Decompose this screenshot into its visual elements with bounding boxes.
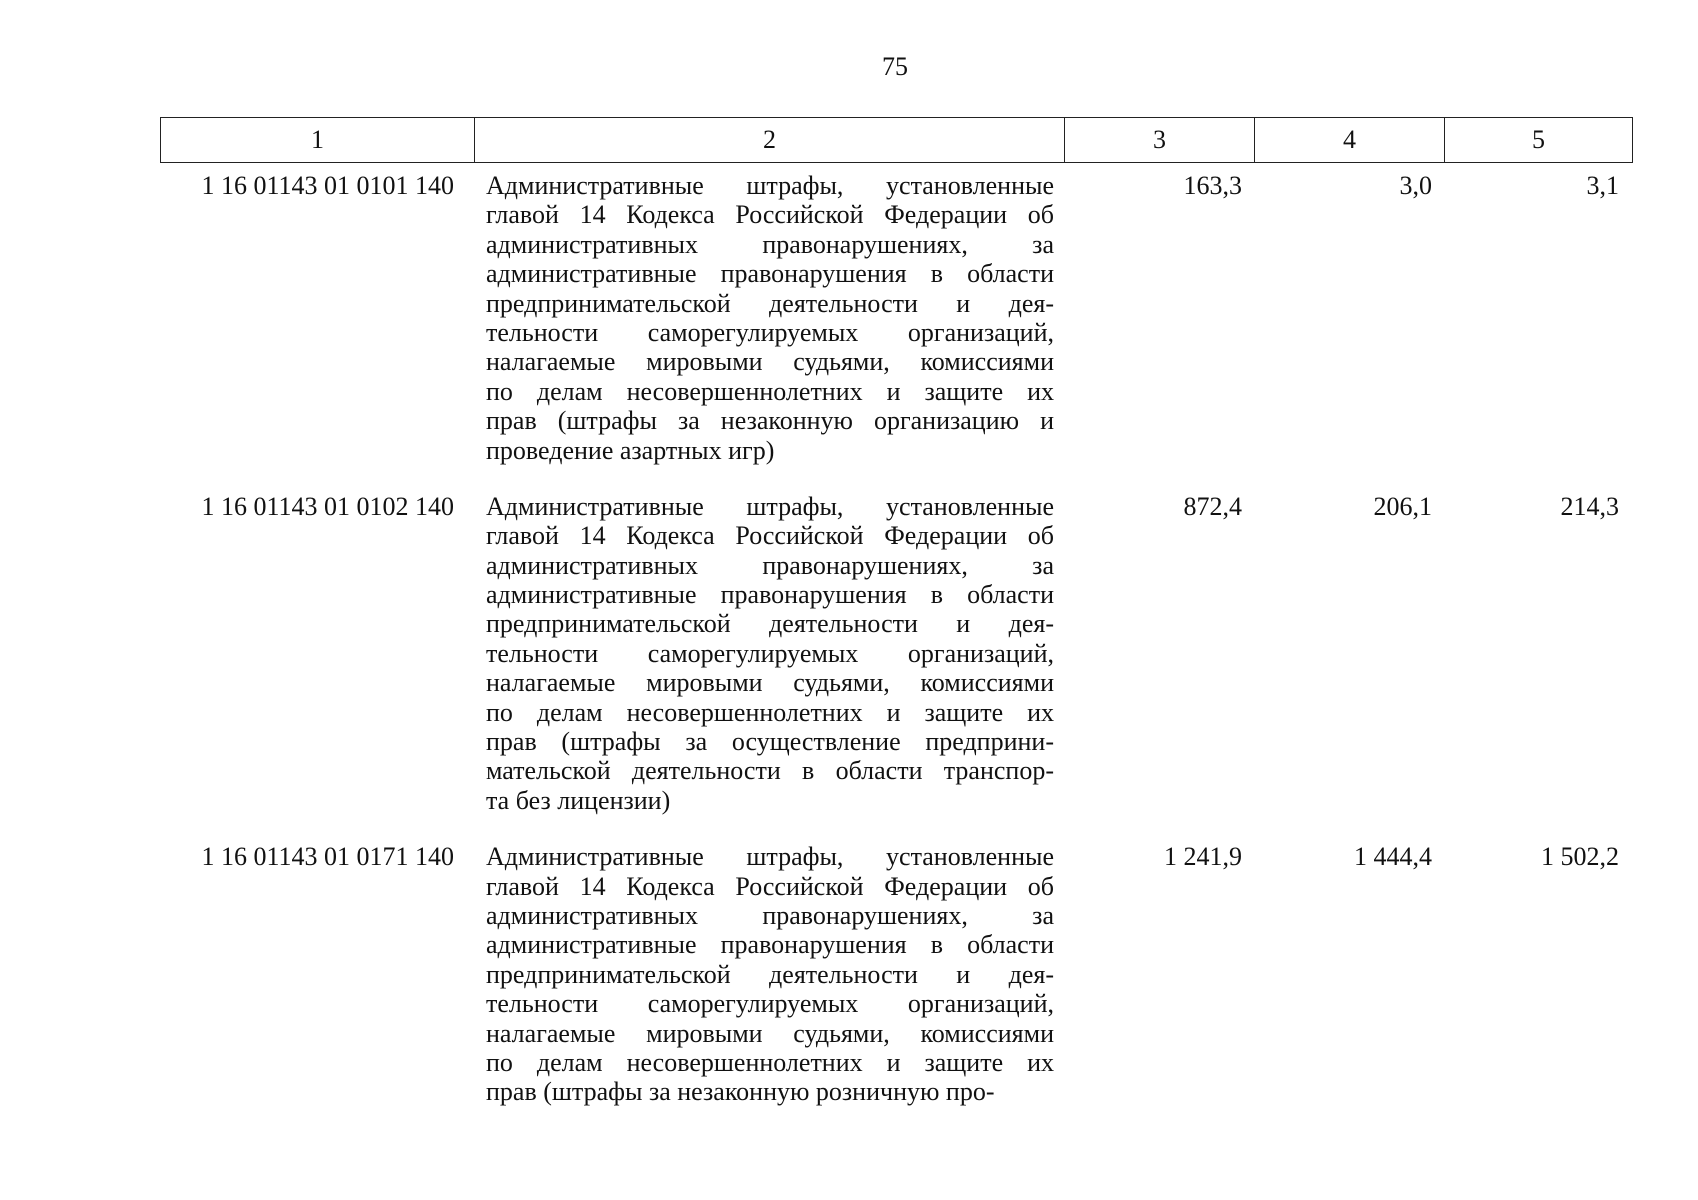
description-line: та без лицензии) — [486, 785, 671, 815]
page-number: 75 — [882, 52, 908, 81]
description-line: главой 14 Кодекса Российской Федерации об — [486, 871, 1054, 901]
value-col-5: 214,3 — [1560, 491, 1619, 521]
description-line: административные правонарушения в области — [486, 259, 1054, 289]
description-line: налагаемые мировыми судьями, комиссиями — [486, 668, 1054, 698]
description-line: мательской деятельности в области транспор- — [486, 756, 1054, 786]
description-line: предпринимательской деятельности и дея- — [486, 959, 1054, 989]
description-line: налагаемые мировыми судьями, комиссиями — [486, 1018, 1054, 1048]
value-col-4: 3,0 — [1399, 171, 1432, 200]
description-line: Административные штрафы, установленные — [486, 171, 1054, 200]
value-col-4: 1 444,4 — [1354, 842, 1432, 872]
description-line: по делам несовершеннолетних и защите их — [486, 697, 1054, 727]
column-header-1: 1 — [161, 118, 475, 162]
description-line: прав (штрафы за незаконную организацию и — [486, 406, 1054, 436]
budget-code: 1 16 01143 01 0102 140 — [201, 491, 454, 521]
income-description — [474, 171, 1064, 465]
budget-code: 1 16 01143 01 0101 140 — [201, 171, 454, 200]
description-line: административных правонарушениях, за — [486, 900, 1054, 930]
description-line: Административные штрафы, установленные — [486, 842, 1054, 872]
description-line: прав (штрафы за незаконную розничную про- — [486, 1077, 995, 1107]
description-line: по делам несовершеннолетних и защите их — [486, 1047, 1054, 1077]
table-row — [160, 492, 1633, 815]
description-line: административных правонарушениях, за — [486, 550, 1054, 580]
description-line: налагаемые мировыми судьями, комиссиями — [486, 347, 1054, 377]
column-header-3: 3 — [1065, 118, 1255, 162]
description-line: главой 14 Кодекса Российской Федерации об — [486, 200, 1054, 230]
table-body — [160, 171, 1633, 1107]
income-description — [474, 492, 1064, 815]
description-line: тельности саморегулируемых организаций, — [486, 989, 1054, 1019]
value-col-5: 1 502,2 — [1541, 842, 1619, 872]
description-line: административных правонарушениях, за — [486, 229, 1054, 259]
value-col-3: 163,3 — [1183, 171, 1242, 200]
description-line: проведение азартных игр) — [486, 435, 775, 465]
income-description — [474, 842, 1064, 1107]
description-line: Административные штрафы, установленные — [486, 491, 1054, 521]
value-col-3: 1 241,9 — [1164, 842, 1242, 872]
description-line: предпринимательской деятельности и дея- — [486, 609, 1054, 639]
table-row — [160, 171, 1633, 465]
description-line: предпринимательской деятельности и дея- — [486, 288, 1054, 318]
column-header-2: 2 — [475, 118, 1065, 162]
description-line: главой 14 Кодекса Российской Федерации об — [486, 521, 1054, 551]
column-header-5: 5 — [1532, 125, 1545, 154]
description-line: прав (штрафы за осуществление предприни- — [486, 727, 1054, 757]
description-line: тельности саморегулируемых организаций, — [486, 638, 1054, 668]
description-line: по делам несовершеннолетних и защите их — [486, 376, 1054, 406]
table-header-row — [160, 117, 1633, 163]
description-line: административные правонарушения в области — [486, 580, 1054, 610]
description-line: тельности саморегулируемых организаций, — [486, 317, 1054, 347]
column-header-4: 4 — [1255, 118, 1445, 162]
budget-code: 1 16 01143 01 0171 140 — [201, 842, 454, 872]
table-row — [160, 842, 1633, 1107]
value-col-3: 872,4 — [1183, 491, 1242, 521]
value-col-4: 206,1 — [1373, 491, 1432, 521]
value-col-5: 3,1 — [1586, 171, 1619, 200]
description-line: административные правонарушения в области — [486, 930, 1054, 960]
